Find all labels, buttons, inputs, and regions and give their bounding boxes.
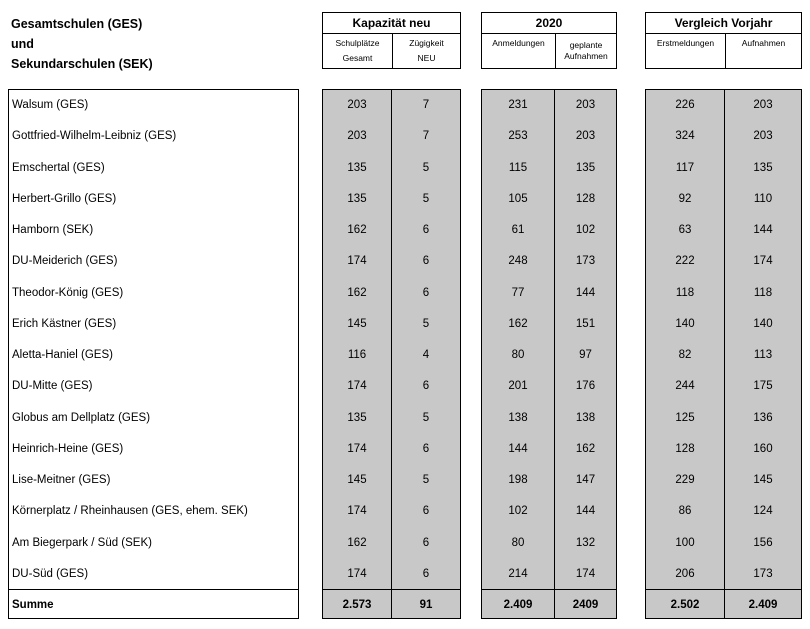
table-cell: 115 [508,161,528,174]
table-cell: 203 [753,130,773,143]
table-cell: 5 [422,411,430,424]
sum-separator [392,589,460,590]
table-cell: 174 [575,567,596,580]
sum-cell: 91 [419,599,433,611]
table-cell: 174 [753,255,773,268]
table-cell: 174 [347,442,367,455]
title-line-2: und [11,37,34,51]
table-cell: 5 [422,317,430,330]
column-geplante-aufnahmen [554,89,617,619]
header-2020-label: 2020 [482,13,616,34]
table-cell: 63 [678,224,692,236]
table-cell: 203 [575,130,596,143]
column-erstmeldungen [645,89,725,619]
table-cell: 102 [575,224,596,236]
title-line-3: Sekundarschulen (SEK) [11,57,153,71]
table-cell: 203 [347,99,367,111]
header-schulplaetze-l2: Gesamt [342,53,373,63]
table-cell: 125 [675,411,695,424]
table-cell: 175 [753,380,773,393]
table-cell: 140 [675,317,695,330]
column-schulplaetze [322,89,392,619]
school-name: Gottfried-Wilhelm-Leibniz (GES) [12,130,177,143]
table-cell: 118 [753,286,773,299]
table-cell: 173 [575,255,596,268]
school-name: Lise-Meitner (GES) [12,474,111,486]
table-cell: 77 [511,286,525,299]
table-cell: 116 [347,349,367,361]
title-line-1: Gesamtschulen (GES) [11,17,143,31]
school-name: Globus am Dellplatz (GES) [12,411,151,424]
table-cell: 86 [678,505,692,518]
table-cell: 128 [575,192,596,205]
table-cell: 128 [675,442,695,455]
table-cell: 144 [753,224,773,236]
table-cell: 92 [678,192,692,205]
header-anmeldungen-l1: Anmeldungen [492,38,545,48]
column-anmeldungen [481,89,555,619]
table-cell: 135 [575,161,596,174]
sum-separator [725,589,801,590]
table-cell: 203 [575,99,596,111]
table-cell: 144 [508,442,528,455]
table-cell: 203 [753,99,773,111]
table-cell: 173 [753,567,773,580]
table-cell: 138 [575,411,596,424]
header-erstmeldungen [646,33,725,68]
header-zuegigkeit [392,33,460,68]
table-title [11,14,153,74]
table-cell: 201 [508,380,528,393]
table-cell: 124 [753,505,773,518]
school-name: DU-Süd (GES) [12,567,89,580]
header-kapazitaet-label: Kapazität neu [323,13,460,34]
school-name: Theodor-König (GES) [12,286,124,299]
header-vorjahr-label: Vergleich Vorjahr [646,13,801,34]
table-cell: 174 [347,567,367,580]
header-zuegigkeit-l2: NEU [417,53,436,63]
sum-cell: 2409 [572,599,599,611]
table-cell: 145 [753,474,773,486]
table-cell: 118 [675,286,695,299]
table-cell: 6 [422,224,430,236]
sum-separator [646,589,724,590]
table-cell: 117 [675,161,695,174]
school-name: Walsum (GES) [12,99,89,111]
header-schulplaetze [323,33,392,68]
table-cell: 102 [508,505,528,518]
table-cell: 253 [508,130,528,143]
table-cell: 105 [508,192,528,205]
sum-separator [482,589,554,590]
table-cell: 156 [753,536,773,549]
table-cell: 160 [753,442,773,455]
header-geplante-l1: geplante [569,40,603,50]
table-cell: 135 [347,411,367,424]
table-cell: 231 [508,99,528,111]
table-cell: 135 [753,161,773,174]
table-cell: 100 [675,536,695,549]
table-cell: 244 [675,380,695,393]
table-cell: 162 [347,286,367,299]
table-cell: 138 [508,411,528,424]
header-geplante-aufnahmen [555,33,616,68]
table-cell: 214 [508,567,528,580]
school-name: Am Biegerpark / Süd (SEK) [12,536,152,549]
table-cell: 6 [422,567,430,580]
table-cell: 147 [575,474,596,486]
table-cell: 229 [675,474,695,486]
sum-cell: 2.502 [670,599,700,611]
table-cell: 113 [753,349,773,361]
table-cell: 6 [422,505,430,518]
table-cell: 6 [422,286,430,299]
table-cell: 206 [675,567,695,580]
table-cell: 145 [347,474,367,486]
sum-separator [9,589,298,590]
table-cell: 6 [422,255,430,268]
header-2020 [481,12,617,69]
table-cell: 162 [347,536,367,549]
table-cell: 135 [347,192,367,205]
column-zuegigkeit [391,89,461,619]
sum-cell: 2.409 [503,599,533,611]
header-aufnahmen [725,33,801,68]
table-cell: 203 [347,130,367,143]
table-cell: 7 [422,99,430,111]
table-cell: 162 [347,224,367,236]
school-name: Herbert-Grillo (GES) [12,192,117,205]
header-aufnahmen-l1: Aufnahmen [741,38,786,48]
table-cell: 5 [422,474,430,486]
table-cell: 80 [511,536,525,549]
sum-cell: 2.409 [748,599,778,611]
table-cell: 6 [422,442,430,455]
table-cell: 222 [675,255,695,268]
table-cell: 248 [508,255,528,268]
school-names-column [8,89,299,619]
table-cell: 174 [347,505,367,518]
table-cell: 144 [575,505,596,518]
school-name: Körnerplatz / Rheinhausen (GES, ehem. SEK) [12,505,248,518]
table-cell: 6 [422,380,430,393]
table-cell: 162 [575,442,596,455]
sum-separator [555,589,616,590]
table-cell: 132 [575,536,596,549]
table-cell: 5 [422,161,430,174]
table-cell: 7 [422,130,430,143]
sum-separator [323,589,391,590]
sum-label: Summe [12,599,54,611]
school-name: Hamborn (SEK) [12,224,94,236]
school-name: Heinrich-Heine (GES) [12,442,124,455]
sum-cell: 2.573 [342,599,372,611]
header-erstmeldungen-l1: Erstmeldungen [656,38,715,48]
header-schulplaetze-l1: Schulplätze [335,38,380,48]
table-cell: 6 [422,536,430,549]
table-cell: 140 [753,317,773,330]
table-cell: 136 [753,411,773,424]
table-cell: 135 [347,161,367,174]
table-cell: 198 [508,474,528,486]
table-cell: 226 [675,99,695,111]
header-vorjahr [645,12,802,69]
school-name: DU-Meiderich (GES) [12,255,118,268]
table-cell: 61 [511,224,525,236]
table-cell: 97 [579,349,592,361]
school-name: Emschertal (GES) [12,161,105,174]
table-cell: 162 [508,317,528,330]
table-cell: 5 [422,192,430,205]
header-kapazitaet [322,12,461,69]
table-cell: 151 [575,317,596,330]
table-cell: 80 [511,349,525,361]
school-name: Aletta-Haniel (GES) [12,349,113,361]
school-name: Erich Kästner (GES) [12,317,117,330]
school-name: DU-Mitte (GES) [12,380,93,393]
table-cell: 174 [347,380,367,393]
table-cell: 4 [422,349,430,361]
table-cell: 144 [575,286,596,299]
table-cell: 110 [753,192,773,205]
header-anmeldungen [482,33,555,68]
table-cell: 324 [675,130,695,143]
column-aufnahmen [724,89,802,619]
header-geplante-l2: Aufnahmen [564,51,608,61]
table-cell: 145 [347,317,367,330]
header-zuegigkeit-l1: Zügigkeit [409,38,444,48]
table-cell: 174 [347,255,367,268]
table-cell: 176 [575,380,596,393]
table-cell: 82 [678,349,692,361]
